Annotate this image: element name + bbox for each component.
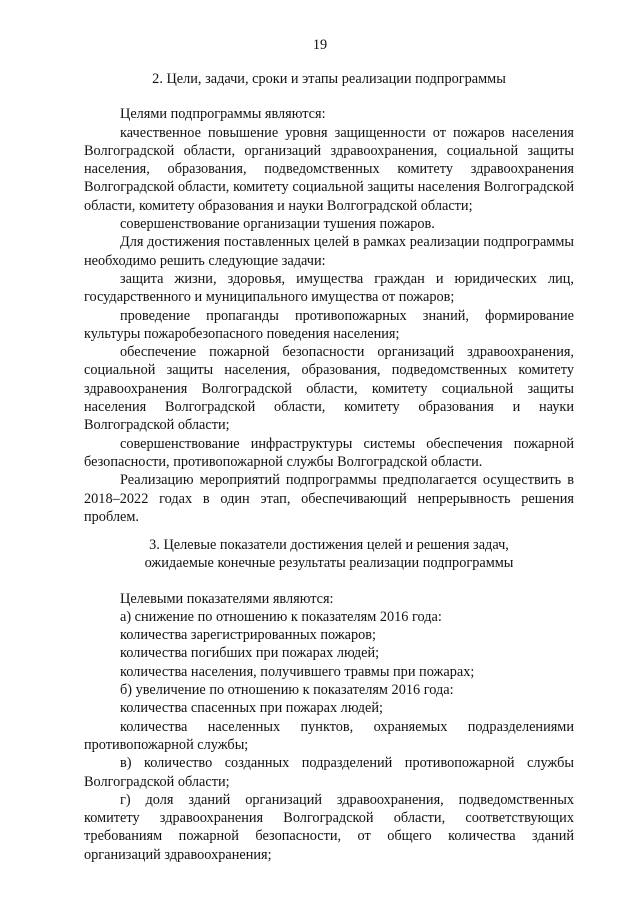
paragraph: совершенствование организации тушения пожаров. — [120, 216, 435, 233]
paragraph: количества погибших при пожарах людей; — [120, 645, 380, 662]
paragraph: проведение пропаганды противопожарных знаний, формирование культуры пожаробезопасного поведения населения; — [84, 307, 574, 342]
section-target-indicators — [84, 536, 574, 864]
paragraph: а) снижение по отношению к показателям 2016 года: — [120, 608, 442, 625]
paragraph: количества спасенных при пожарах людей; — [120, 700, 384, 717]
paragraph: качественное повышение уровня защищенности от пожаров населения Волгоградской области, организаций здравоохранения, социальной защиты населения, образования, подведомственных комитету здравоохранения Волгоградской области, комитету социальной защиты населения Волгоградской области, комитету образования и науки Волгоградской области; — [84, 124, 574, 214]
page-number: 19 — [312, 37, 328, 53]
paragraph: в) количество созданных подразделений противопожарной службы Волгоградской области; — [84, 755, 574, 790]
paragraph: Для достижения поставленных целей в рамках реализации подпрограммы необходимо решить следующие задачи: — [84, 234, 574, 269]
section-heading-line: ожидаемые конечные результаты реализации подпрограммы — [144, 555, 514, 572]
paragraph: г) доля зданий организаций здравоохранения, подведомственных комитету здравоохранения Волгоградской области, соответствующих требованиям пожарной безопасности, от общего количества зданий организаций здравоохранения; — [84, 791, 574, 863]
paragraph: обеспечение пожарной безопасности организаций здравоохранения, социальной защиты населения, образования, подведомственных комитету здравоохранения Волгоградской области, комитету социальной защиты населения Волгоградской области, комитету образования и науки Волгоградской области; — [84, 344, 574, 434]
paragraph: совершенствование инфраструктуры системы обеспечения пожарной безопасности, противопожарной службы Волгоградской области. — [84, 435, 574, 470]
paragraph: защита жизни, здоровья, имущества граждан и юридических лиц, государственного и муниципального имущества от пожаров; — [84, 270, 574, 306]
section-goals-objectives — [84, 70, 574, 526]
paragraph: количества населенных пунктов, охраняемых подразделениями противопожарной службы; — [84, 718, 574, 753]
section-heading: 2. Цели, задачи, сроки и этапы реализации подпрограммы — [152, 71, 506, 87]
paragraph: количества зарегистрированных пожаров; — [120, 627, 377, 644]
section-heading-line: 3. Целевые показатели достижения целей и решения задач, — [149, 537, 509, 553]
paragraph: Целевыми показателями являются: — [120, 590, 334, 607]
paragraph: Реализацию мероприятий подпрограммы предполагается осуществить в 2018–2022 годах в один этап, обеспечивающий непрерывность решения проблем. — [84, 472, 574, 525]
paragraph: Целями подпрограммы являются: — [120, 106, 326, 123]
section-heading — [84, 536, 574, 573]
paragraph: б) увеличение по отношению к показателям 2016 года: — [120, 682, 454, 699]
paragraph: количества населения, получившего травмы при пожарах; — [120, 663, 475, 680]
